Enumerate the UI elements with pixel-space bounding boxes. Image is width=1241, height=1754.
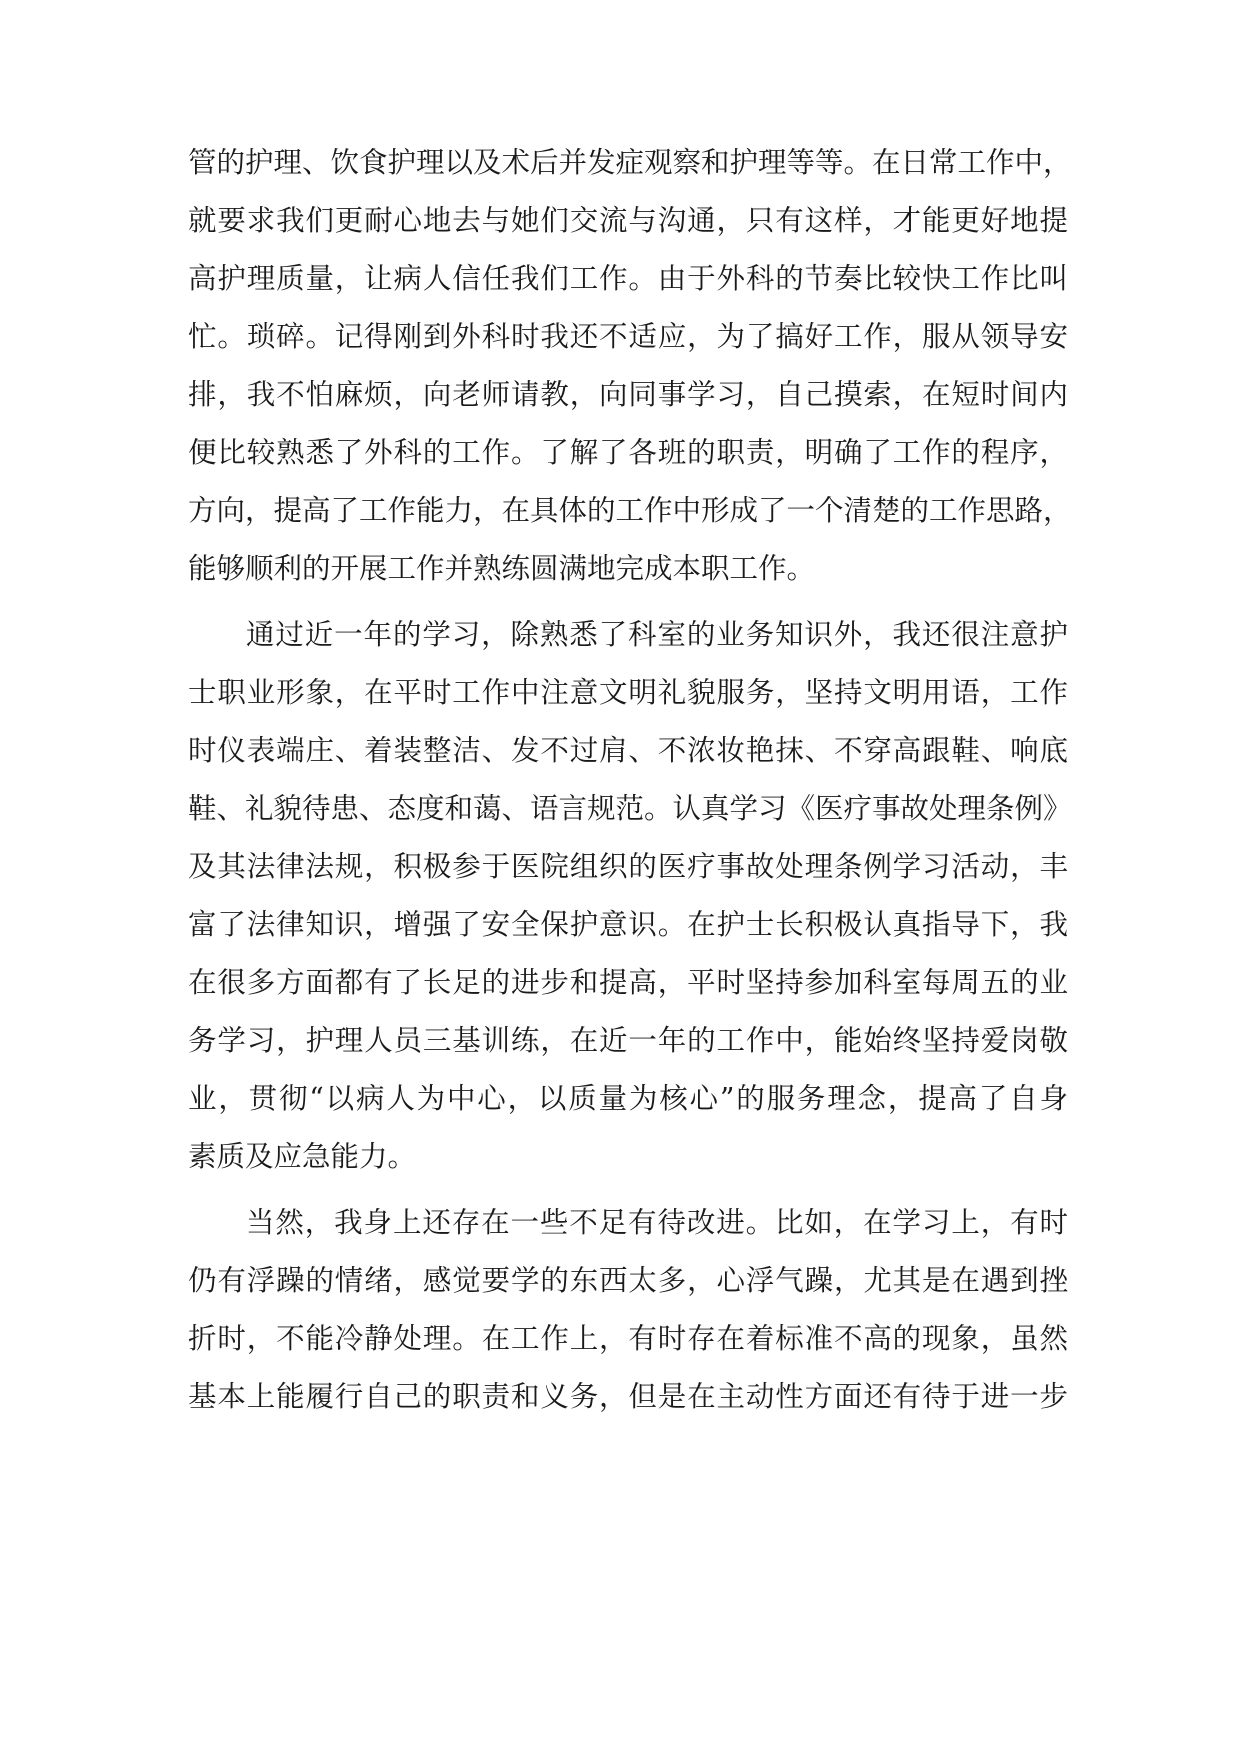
paragraph-3-line-2: 仍有浮躁的情绪，感觉要学的东西太多，心浮气躁，尤其是在遇到挫 (188, 1264, 1068, 1297)
paragraph-2-line-2: 士职业形象，在平时工作中注意文明礼貌服务，坚持文明用语，工作 (188, 676, 1068, 709)
paragraph-2-line-10: 素质及应急能力。 (188, 1140, 417, 1173)
paragraph-3-line-3: 折时，不能冷静处理。在工作上，有时存在着标准不高的现象，虽然 (188, 1322, 1068, 1355)
paragraph-2-line-3: 时仪表端庄、着装整洁、发不过肩、不浓妆艳抹、不穿高跟鞋、响底 (188, 734, 1068, 767)
paragraph-1-line-3: 高护理质量，让病人信任我们工作。由于外科的节奏比较快工作比叫 (188, 262, 1068, 295)
paragraph-3-line-4: 基本上能履行自己的职责和义务，但是在主动性方面还有待于进一步 (188, 1380, 1068, 1413)
paragraph-2-line-1: 通过近一年的学习，除熟悉了科室的业务知识外，我还很注意护 (246, 618, 1068, 651)
paragraph-2-line-6: 富了法律知识，增强了安全保护意识。在护士长积极认真指导下，我 (188, 908, 1068, 941)
paragraph-2-line-8: 务学习，护理人员三基训练，在近一年的工作中，能始终坚持爱岗敬 (188, 1024, 1068, 1057)
paragraph-3-line-1: 当然，我身上还存在一些不足有待改进。比如，在学习上，有时 (246, 1206, 1068, 1239)
paragraph-2-line-5: 及其法律法规，积极参于医院组织的医疗事故处理条例学习活动，丰 (188, 850, 1068, 883)
paragraph-1-line-6: 便比较熟悉了外科的工作。了解了各班的职责，明确了工作的程序， (188, 436, 1068, 469)
paragraph-1-line-8: 能够顺利的开展工作并熟练圆满地完成本职工作。 (188, 552, 816, 585)
paragraph-1-line-2: 就要求我们更耐心地去与她们交流与沟通，只有这样，才能更好地提 (188, 204, 1068, 237)
paragraph-2-line-4: 鞋、礼貌待患、态度和蔼、语言规范。认真学习《医疗事故处理条例》 (188, 792, 1072, 825)
paragraph-1-line-5: 排，我不怕麻烦，向老师请教，向同事学习，自己摸索，在短时间内 (188, 378, 1068, 411)
paragraph-2-line-9: 业，贯彻“以病人为中心，以质量为核心”的服务理念，提高了自身 (188, 1082, 1068, 1115)
paragraph-1-line-7: 方向，提高了工作能力，在具体的工作中形成了一个清楚的工作思路， (188, 494, 1072, 527)
paragraph-1-line-4: 忙。琐碎。记得刚到外科时我还不适应，为了搞好工作，服从领导安 (188, 320, 1068, 353)
paragraph-1-line-1: 管的护理、饮食护理以及术后并发症观察和护理等等。在日常工作中， (188, 146, 1072, 179)
paragraph-2-line-7: 在很多方面都有了长足的进步和提高，平时坚持参加科室每周五的业 (188, 966, 1068, 999)
